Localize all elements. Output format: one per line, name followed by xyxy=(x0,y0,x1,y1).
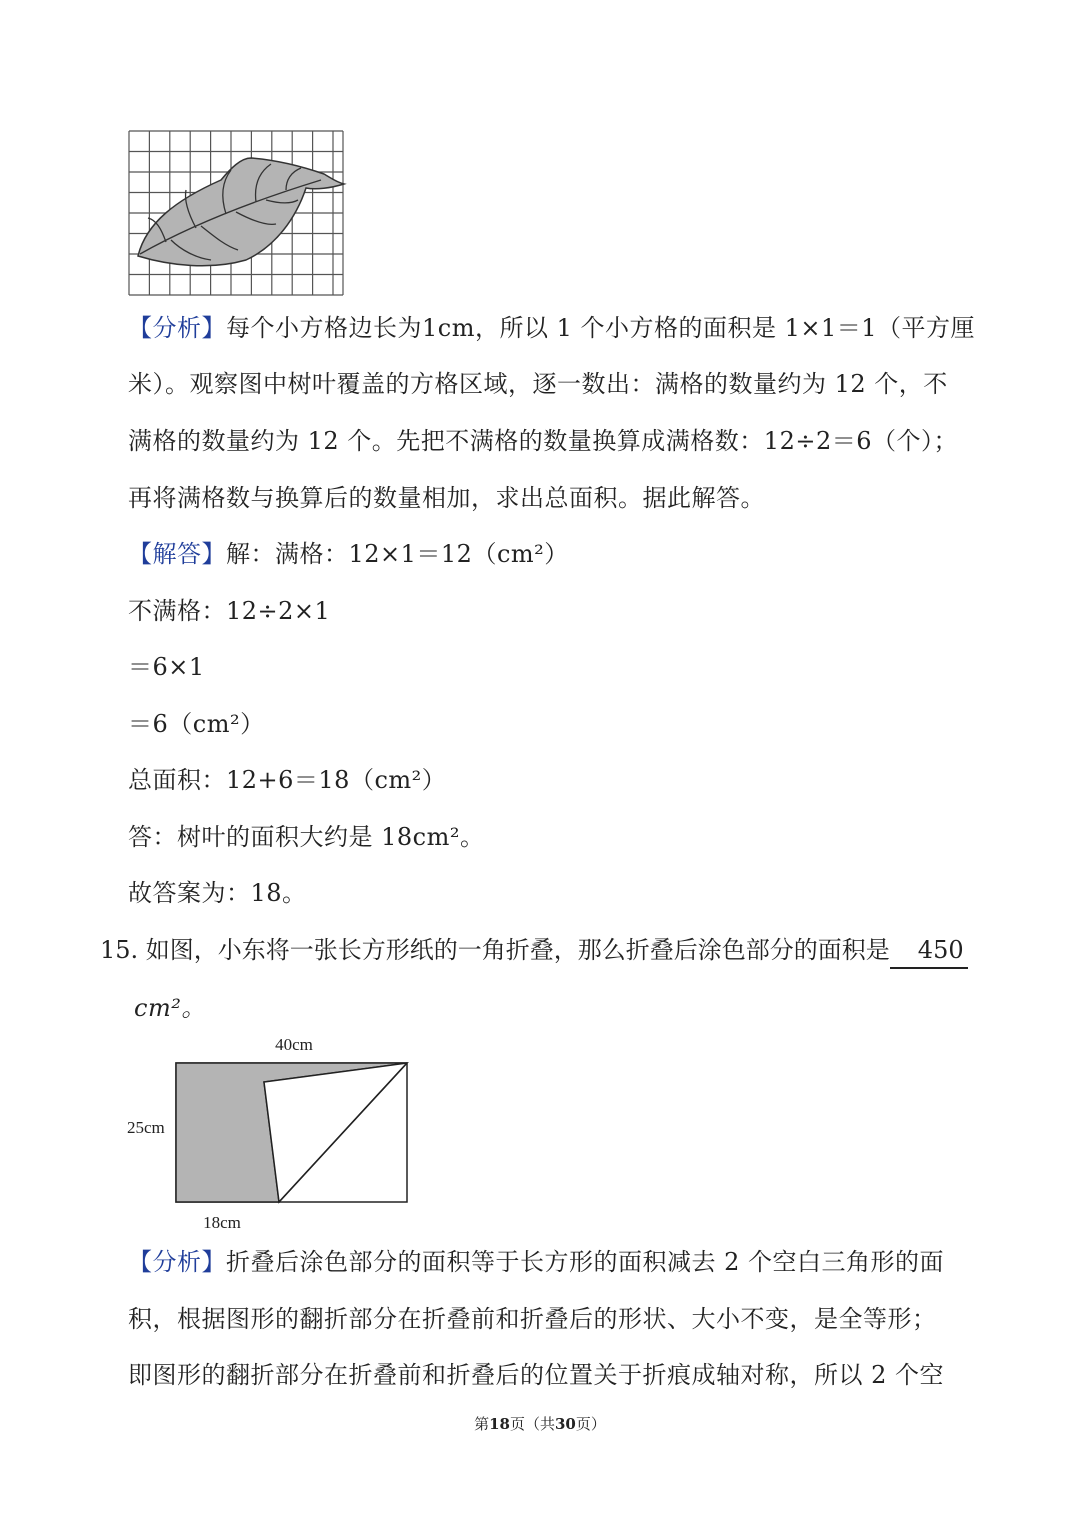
label-25cm: 25cm xyxy=(127,1118,165,1137)
solution-1-line-4: ＝6（cm²） xyxy=(128,710,265,738)
question-15: 15. 如图，小东将一张长方形纸的一角折叠，那么折叠后涂色部分的面积是 450 xyxy=(100,933,968,969)
answer-blank: 450 xyxy=(890,933,968,969)
label-18cm: 18cm xyxy=(203,1213,241,1232)
solution-tag: 【解答】 xyxy=(128,540,226,568)
analysis-2-line-3: 即图形的翻折部分在折叠前和折叠后的位置关于折痕成轴对称，所以 2 个空 xyxy=(128,1361,945,1389)
analysis-1-line-4: 再将满格数与换算后的数量相加，求出总面积。据此解答。 xyxy=(128,484,765,512)
solution-1-line-2: 不满格：12÷2×1 xyxy=(128,597,331,625)
question-15-unit: cm²。 xyxy=(134,994,206,1022)
solution-1-line-3: ＝6×1 xyxy=(128,653,205,681)
analysis-tag: 【分析】 xyxy=(128,314,226,342)
solution-1-line-6: 答：树叶的面积大约是 18cm²。 xyxy=(128,823,485,851)
total-pages: 30 xyxy=(555,1415,576,1433)
analysis-1-line-3: 满格的数量约为 12 个。先把不满格的数量换算成满格数：12÷2＝6（个）； xyxy=(128,427,958,455)
analysis-tag: 【分析】 xyxy=(128,1248,226,1276)
solution-1-line-5: 总面积：12+6＝18（cm²） xyxy=(128,766,447,794)
page-footer: 第18页（共30页） xyxy=(474,1415,606,1433)
folded-rectangle-figure xyxy=(122,1030,422,1235)
analysis-1-line-2: 米）。观察图中树叶覆盖的方格区域，逐一数出：满格的数量约为 12 个，不 xyxy=(128,370,948,398)
analysis-1-line-1: 【分析】每个小方格边长为1cm，所以 1 个小方格的面积是 1×1＝1（平方厘 xyxy=(128,314,976,342)
analysis-2-line-2: 积，根据图形的翻折部分在折叠前和折叠后的形状、大小不变，是全等形； xyxy=(128,1305,937,1333)
leaf-grid-figure xyxy=(126,128,348,298)
solution-1-line-1: 【解答】解：满格：12×1＝12（cm²） xyxy=(128,540,569,568)
solution-1-line-7: 故答案为：18。 xyxy=(128,879,307,907)
current-page: 18 xyxy=(489,1415,510,1433)
analysis-2-line-1: 【分析】折叠后涂色部分的面积等于长方形的面积减去 2 个空白三角形的面 xyxy=(128,1248,945,1276)
label-40cm: 40cm xyxy=(275,1035,313,1054)
